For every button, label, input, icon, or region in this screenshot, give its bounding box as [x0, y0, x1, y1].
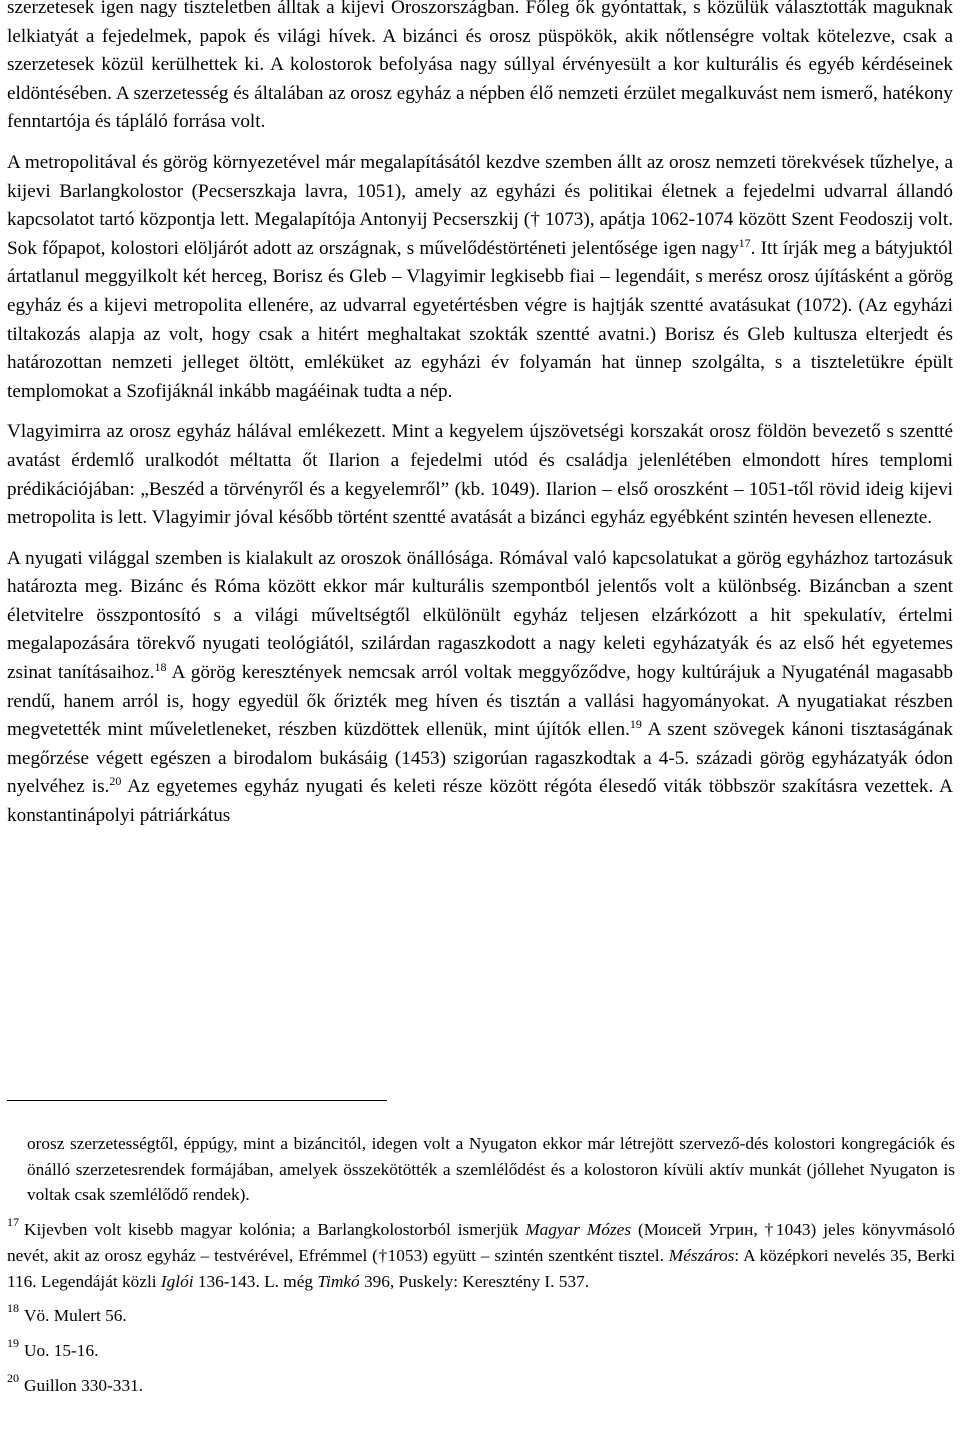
paragraph-4 — [7, 545, 953, 831]
text-run: A nyugati világgal szemben is kialakult az oroszok önállósága. Rómával való kapcsolatukat a görög egyházhoz tartozásuk határozta meg. Bizánc és Róma között ekkor már kulturális szempontból jelentős volt a különbség. Bizáncban a szent életvitelre összpontosító s a világi műveltségtől elkülönült egyház teljesen elzárkózott a hit spekulatív, értelmi megalapozására törekvő nyugati teológiától, szilárdan ragaszkodott a nagy keleti egyházatyák és az első hét egyetemes zsinat tanításaihoz. — [7, 547, 953, 684]
footnote-number: 17 — [7, 1215, 19, 1230]
italic-run: Timkó — [317, 1271, 360, 1291]
italic-run: Iglói — [160, 1271, 194, 1291]
footnote-ref-18[interactable]: 18 — [154, 660, 167, 675]
footnote-number: 19 — [7, 1335, 19, 1350]
footnotes — [7, 1131, 955, 1398]
text-run: A görög keresztények nemcsak arról voltak meggyőződve, hogy kultúrájuk a Nyugaténál magasabb rendű, hanem arról is, hogy egyedül ők őrizték meg híven és tisztán a vallási hagyományokat. A nyugatiakat részben megvetették mint műveletleneket, részben küzdöttek ellenük, mint újítók ellen. — [7, 662, 953, 741]
footnote-text: Guillon 330-331. — [24, 1375, 144, 1395]
text-run: Vlagyimirra az orosz egyház hálával emlékezett. Mint a kegyelem újszövetségi korszakát orosz földön bevezető s szentté avatást érdemlő uralkodót méltatta őt Ilarion a fejedelmi utód és családja jelenlétében elmondott híres templomi prédikációjában: „Beszéd a törvényről és a kegyelemről” (kb. 1049). Ilarion – első oroszként – 1051-től rövid ideig kijevi metropolita is lett. Vlagyimir jóval később történt szentté avatását a bizánci egyház egyébként szintén hevesen ellenezte. — [7, 421, 953, 529]
footnote-number: 18 — [7, 1301, 19, 1316]
text-run: (Моисей Угрин, †1043) jeles könyvmásoló nevét, akit az orosz egyház – testvérével, Efrémmel (†1053) együtt – szintén szentként tisztel. — [7, 1220, 955, 1265]
paragraph-2 — [7, 149, 953, 406]
footnote-ref-17[interactable]: 17 — [738, 235, 751, 250]
footnote-20 — [7, 1370, 955, 1399]
footnote-text: Uo. 15-16. — [24, 1340, 99, 1360]
paragraph-1 — [7, 0, 953, 137]
text-run: szerzetesek igen nagy tiszteletben álltak a kijevi Oroszországban. Főleg ők gyóntattak, s közülük választották maguknak lelkiatyát a fejedelmek, papok és világi hívek. A bizánci és orosz püspökök, akik nőtlenségre voltak kötelezve, csak a szerzetesek közül kerülhettek ki. A kolostorok befolyása nagy súllyal érvényesült a kor kulturális és egyéb kérdéseinek eldöntésében. A szerzetesség és általában az orosz egyház a népben élő nemzeti érzület megalkuvást nem ismerő, hatékony fenntartója és tápláló forrása volt. — [7, 0, 953, 133]
footnote-ref-19[interactable]: 19 — [629, 717, 642, 732]
footnote-separator — [7, 1100, 387, 1101]
text-run: A metropolitával és görög környezetével már megalapításától kezdve szemben állt az orosz nemzeti törekvések tűzhelye, a kijevi Barlangkolostor (Pecserszkaja lavra, 1051), amely az egyházi és politikai életnek a fejedelmi udvarral állandó kapcsolatot tartó központja lett. Megalapítója Antonyij Pecserszkij († 1073), apátja 1062-1074 között Szent Feodoszij volt. Sok főpapot, kolostori elöljárót adott az országnak, s művelődéstörténeti jelentősége igen nagy — [7, 151, 953, 259]
footnote-19 — [7, 1335, 955, 1364]
italic-run: Magyar Mózes — [525, 1220, 632, 1240]
text-run: 396, Puskely: Keresztény I. 537. — [359, 1271, 590, 1291]
footnote-number: 20 — [7, 1370, 19, 1385]
text-run: 136-143. L. még — [193, 1271, 318, 1291]
text-run: : A középkori nevelés 35, Berki 116. Legendáját közli — [7, 1245, 956, 1291]
footnote-continuation: orosz szerzetességtől, éppúgy, mint a bizáncitól, idegen volt a Nyugaton ekkor már létrejött szervező-dés kolostori kongregációk és önálló szerzetesrendek formájában, amelyek összekötötték a szemlélődést és a kolostoron kívüli aktív munkát (jóllehet Nyugaton is voltak csak szemlélődő rendek). — [27, 1134, 955, 1205]
text-run: Kijevben volt kisebb magyar kolónia; a Barlangkolostorból ismerjük — [24, 1220, 526, 1240]
paragraph-3 — [7, 418, 953, 532]
main-text — [7, 0, 953, 831]
italic-run: Mészáros — [668, 1245, 735, 1265]
footnote-18 — [7, 1303, 955, 1329]
text-run: A szent szövegek kánoni tisztaságának megőrzése végett egészen a birodalom bukásáig (1453) szigorúan ragaszkodtak a 4-5. századi görög egyházatyák ódon nyelvéhez is. — [7, 719, 953, 798]
text-run: Az egyetemes egyház nyugati és keleti része között régóta élesedő viták többször szakításra vezettek. A konstantinápolyi pátriárkátus — [7, 776, 953, 827]
footnote-17 — [7, 1217, 955, 1294]
footnote-text — [7, 1220, 955, 1290]
footnote-ref-20[interactable]: 20 — [109, 774, 122, 789]
footnote-text: Vö. Mulert 56. — [24, 1306, 127, 1326]
text-run: . Itt írják meg a bátyjuktól ártatlanul meggyilkolt két herceg, Borisz és Gleb – Vlagyimir legkisebb fiai – legendáit, s merész orosz újításként a görög egyház és a kijevi metropolita ellenére, az udvarral egyetértésben végre is hajtják szentté avatásukat (1072). (Az egyházi tiltakozás alapja az volt, hogy csak a hitért meghaltakat szokták szentté avatni.) Borisz és Gleb kultusza elterjedt és határozottan nemzeti jelleget öltött, emléküket az egyházi év folyamán hat ünnep szolgálta, s a tiszteletükre épült templomokat a Szofijáknál inkább magáéinak tudta a nép. — [7, 237, 953, 402]
